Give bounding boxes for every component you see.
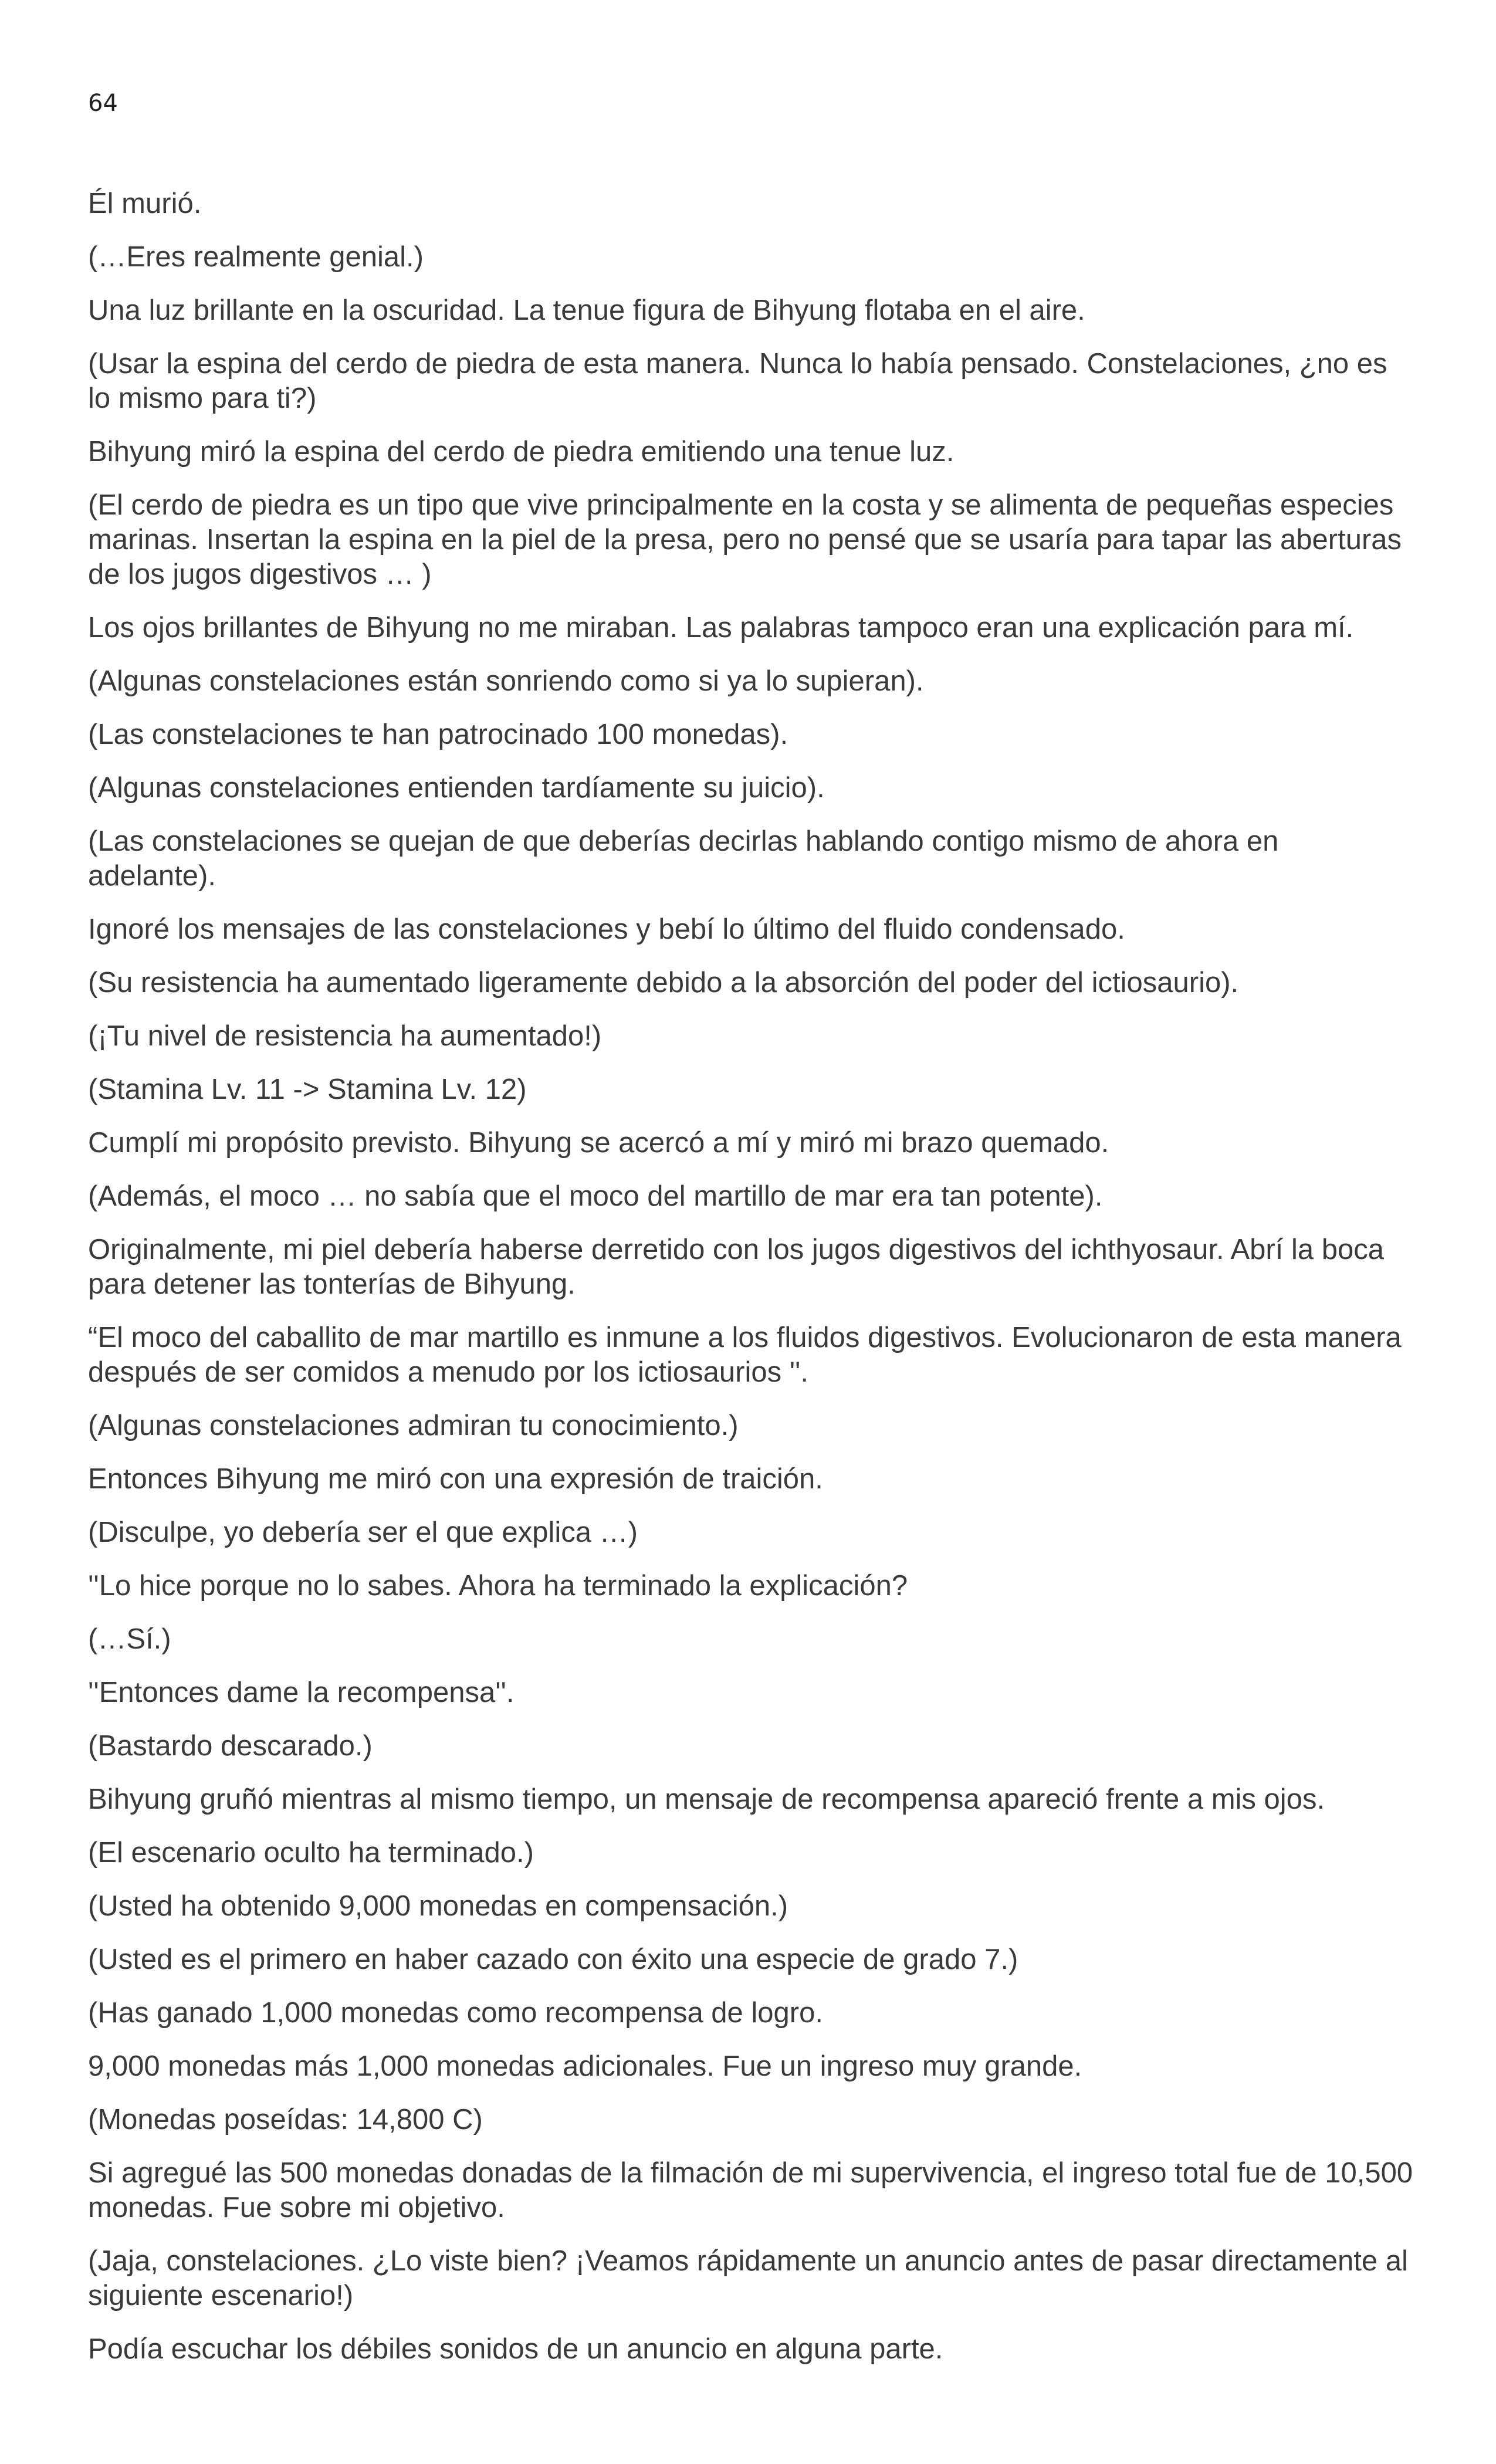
paragraph: (Algunas constelaciones entienden tardíamente su juicio).	[88, 772, 825, 804]
paragraph: (Usar la espina del cerdo de piedra de esta manera. Nunca lo había pensado. Constelaciones, ¿no es lo mismo para ti?)	[88, 348, 1387, 414]
paragraph: (¡Tu nivel de resistencia ha aumentado!)	[88, 1020, 602, 1052]
paragraph: (Has ganado 1,000 monedas como recompensa de logro.	[88, 1997, 823, 2029]
paragraph: Entonces Bihyung me miró con una expresión de traición.	[88, 1463, 823, 1495]
paragraph: (Usted ha obtenido 9,000 monedas en compensación.)	[88, 1890, 788, 1922]
paragraph: (Las constelaciones se quejan de que deberías decirlas hablando contigo mismo de ahora en adelante).	[88, 825, 1279, 892]
paragraph: (Además, el moco … no sabía que el moco del martillo de mar era tan potente).	[88, 1180, 1103, 1212]
paragraph: Si agregué las 500 monedas donadas de la filmación de mi supervivencia, el ingreso total fue de 10,500 monedas. Fue sobre mi objetivo.	[88, 2157, 1413, 2223]
paragraph: ''Entonces dame la recompensa''.	[88, 1677, 515, 1708]
paragraph: (Monedas poseídas: 14,800 C)	[88, 2104, 483, 2135]
paragraph: Originalmente, mi piel debería haberse derretido con los jugos digestivos del ichthyosaur. Abrí la boca para detener las tonterías de Bihyung.	[88, 1234, 1384, 1300]
document-body	[88, 187, 1414, 2385]
paragraph: Él murió.	[88, 188, 202, 219]
paragraph: ''Lo hice porque no lo sabes. Ahora ha terminado la explicación?	[88, 1570, 908, 1602]
paragraph: (Su resistencia ha aumentado ligeramente debido a la absorción del poder del ictiosaurio).	[88, 967, 1239, 999]
paragraph: (Algunas constelaciones admiran tu conocimiento.)	[88, 1410, 739, 1441]
paragraph: Ignoré los mensajes de las constelaciones y bebí lo último del fluido condensado.	[88, 913, 1125, 945]
paragraph: (Stamina Lv. 11 -> Stamina Lv. 12)	[88, 1074, 527, 1105]
paragraph: Los ojos brillantes de Bihyung no me miraban. Las palabras tampoco eran una explicación para mí.	[88, 612, 1354, 644]
paragraph: (…Eres realmente genial.)	[88, 241, 424, 273]
paragraph: (Usted es el primero en haber cazado con éxito una especie de grado 7.)	[88, 1944, 1018, 1975]
paragraph: (Las constelaciones te han patrocinado 100 monedas).	[88, 719, 788, 750]
paragraph: (Bastardo descarado.)	[88, 1730, 373, 1762]
paragraph: Bihyung gruñó mientras al mismo tiempo, un mensaje de recompensa apareció frente a mis ojos.	[88, 1783, 1325, 1815]
paragraph: Podía escuchar los débiles sonidos de un anuncio en alguna parte.	[88, 2333, 943, 2365]
paragraph: Bihyung miró la espina del cerdo de piedra emitiendo una tenue luz.	[88, 436, 955, 468]
paragraph: “El moco del caballito de mar martillo es inmune a los fluidos digestivos. Evolucionaron de esta manera después de ser comidos a menudo por los ictiosaurios ''.	[88, 1322, 1402, 1388]
page-number: 64	[88, 90, 118, 117]
paragraph: (Disculpe, yo debería ser el que explica …)	[88, 1517, 638, 1548]
paragraph: Una luz brillante en la oscuridad. La tenue figura de Bihyung flotaba en el aire.	[88, 295, 1085, 326]
paragraph: (Algunas constelaciones están sonriendo como si ya lo supieran).	[88, 665, 924, 697]
paragraph: Cumplí mi propósito previsto. Bihyung se acercó a mí y miró mi brazo quemado.	[88, 1127, 1109, 1159]
paragraph: (Jaja, constelaciones. ¿Lo viste bien? ¡Veamos rápidamente un anuncio antes de pasar directamente al siguiente escenario!)	[88, 2245, 1408, 2311]
paragraph: (…Sí.)	[88, 1623, 171, 1655]
paragraph: (El escenario oculto ha terminado.)	[88, 1837, 534, 1869]
paragraph: 9,000 monedas más 1,000 monedas adicionales. Fue un ingreso muy grande.	[88, 2050, 1082, 2082]
paragraph: (El cerdo de piedra es un tipo que vive principalmente en la costa y se alimenta de pequeñas especies marinas. Insertan la espina en la piel de la presa, pero no pensé que se usaría para tapar las aberturas de los jugos digestivos … )	[88, 489, 1402, 590]
